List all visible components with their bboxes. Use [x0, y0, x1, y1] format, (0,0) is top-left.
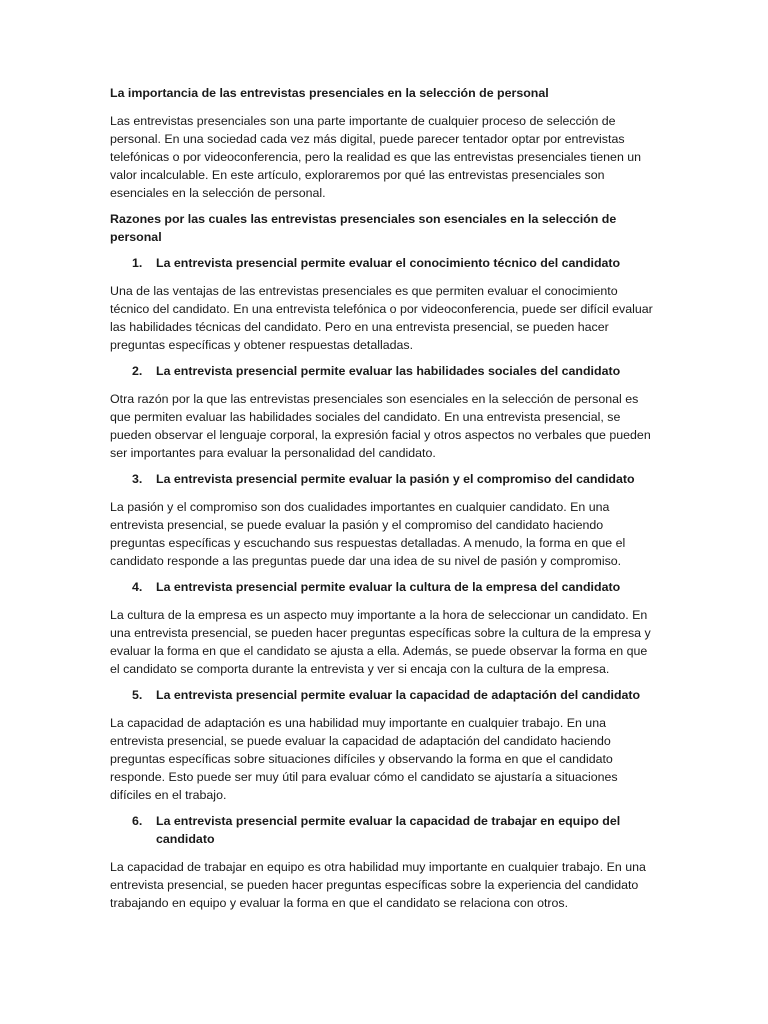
section-heading-text: La entrevista presencial permite evaluar la capacidad de adaptación del candidato [156, 688, 641, 702]
intro-paragraph: Las entrevistas presenciales son una parte importante de cualquier proceso de selección de personal. En una sociedad cada vez más digital, puede parecer tentador optar por entrevistas telefónicas o por videoconferencia, pero la realidad es que las entrevistas presenciales tienen un valor incalculable. En este artículo, exploraremos por qué las entrevistas presenciales son esenciales en la selección de personal. [110, 114, 642, 200]
section-heading-text: La entrevista presencial permite evaluar la capacidad de trabajar en equipo del candidato [156, 814, 621, 846]
document-body [110, 84, 658, 920]
document-title: La importancia de las entrevistas presenciales en la selección de personal [110, 86, 549, 100]
section-number: 4. [132, 580, 143, 594]
section-number: 5. [132, 688, 143, 702]
section-body-3: La pasión y el compromiso son dos cualidades importantes en cualquier candidato. En una entrevista presencial, se puede evaluar la pasión y el compromiso del candidato haciendo preguntas específicas y escuchando sus respuestas detalladas. A menudo, la forma en que el candidato responde a las preguntas puede dar una idea de su nivel de pasión y compromiso. [110, 500, 626, 568]
section-heading-4 [110, 578, 658, 596]
section-number: 3. [132, 472, 143, 486]
section-body-2: Otra razón por la que las entrevistas presenciales son esenciales en la selección de personal es que permiten evaluar las habilidades sociales del candidato. En una entrevista presencial, se pueden observar el lenguaje corporal, la expresión facial y otros aspectos no verbales que pueden ser importantes para evaluar la personalidad del candidato. [110, 392, 651, 460]
section-heading-text: La entrevista presencial permite evaluar el conocimiento técnico del candidato [156, 256, 621, 270]
section-body-1: Una de las ventajas de las entrevistas presenciales es que permiten evaluar el conocimiento técnico del candidato. En una entrevista telefónica o por videoconferencia, puede ser difícil evaluar las habilidades técnicas del candidato. Pero en una entrevista presencial, se pueden hacer preguntas específicas y obtener respuestas detalladas. [110, 284, 653, 352]
section-heading-3 [110, 470, 658, 488]
section-body-5: La capacidad de adaptación es una habilidad muy importante en cualquier trabajo. En una entrevista presencial, se puede evaluar la capacidad de adaptación del candidato haciendo preguntas específicas sobre situaciones difíciles y observando la forma en que el candidato responde. Esto puede ser muy útil para evaluar cómo el candidato se ajustaría a situaciones difíciles en el trabajo. [110, 716, 618, 802]
section-heading-1 [110, 254, 658, 272]
section-number: 2. [132, 364, 143, 378]
section-number: 6. [132, 814, 143, 828]
section-body-6: La capacidad de trabajar en equipo es otra habilidad muy importante en cualquier trabajo. En una entrevista presencial, se pueden hacer preguntas específicas sobre la experiencia del candidato trabajando en equipo y evaluar la forma en que el candidato se relaciona con otros. [110, 860, 646, 910]
section-heading-text: La entrevista presencial permite evaluar la cultura de la empresa del candidato [156, 580, 621, 594]
reasons-subheading: Razones por las cuales las entrevistas presenciales son esenciales en la selección de personal [110, 212, 617, 244]
section-number: 1. [132, 256, 143, 270]
section-body-4: La cultura de la empresa es un aspecto muy importante a la hora de seleccionar un candidato. En una entrevista presencial, se pueden hacer preguntas específicas sobre la cultura de la empresa y evaluar la forma en que el candidato se ajusta a ella. Además, se puede observar la forma en que el candidato se comporta durante la entrevista y ver si encaja con la cultura de la empresa. [110, 608, 651, 676]
section-heading-2 [110, 362, 658, 380]
section-heading-5 [110, 686, 658, 704]
section-heading-text: La entrevista presencial permite evaluar la pasión y el compromiso del candidato [156, 472, 635, 486]
section-heading-text: La entrevista presencial permite evaluar las habilidades sociales del candidato [156, 364, 621, 378]
section-heading-6 [110, 812, 658, 848]
